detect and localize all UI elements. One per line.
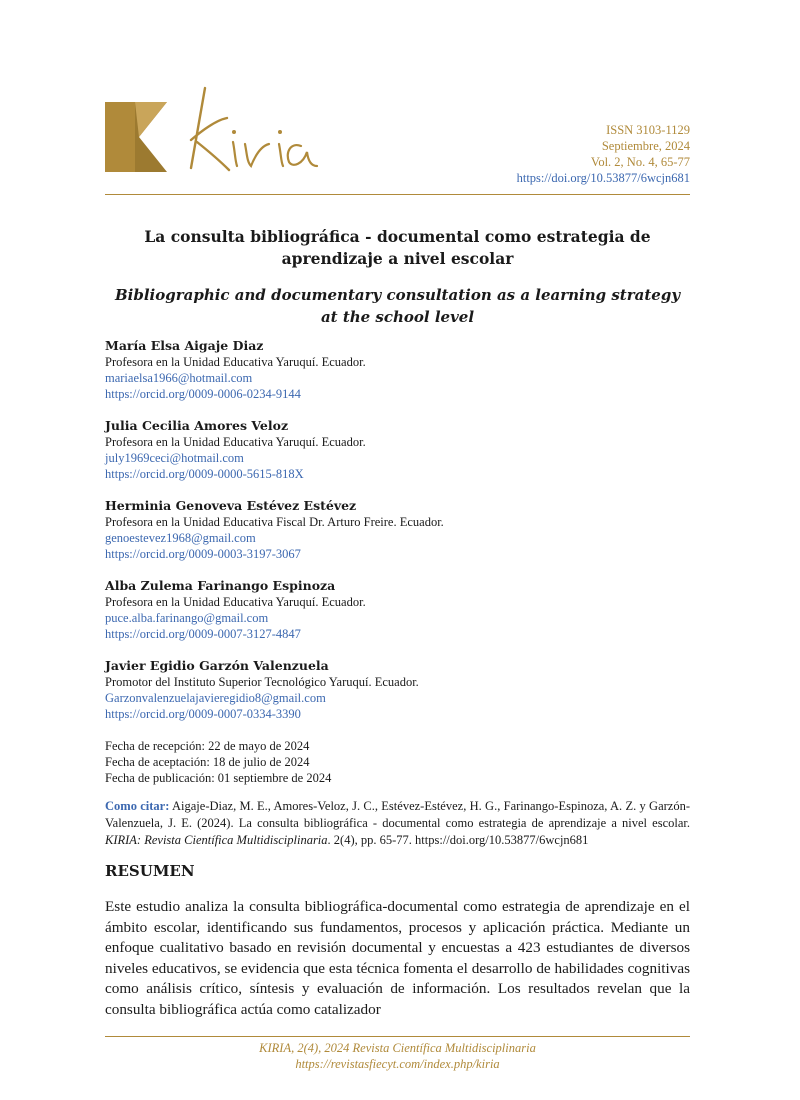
issue-date: Septiembre, 2024: [601, 139, 690, 153]
author-orcid[interactable]: https://orcid.org/0009-0006-0234-9144: [105, 387, 301, 401]
author-list: [105, 338, 690, 738]
author-name: Javier Egidio Garzón Valenzuela: [105, 658, 329, 673]
author-block: [105, 578, 690, 658]
paper-subtitle: Bibliographic and documentary consultation as a learning strategy at the school level: [114, 286, 681, 326]
author-block: [105, 658, 690, 738]
doi-link[interactable]: https://doi.org/10.53877/6wcjn681: [516, 171, 690, 185]
date-received: Fecha de recepción: 22 de mayo de 2024: [105, 739, 310, 753]
footer-divider: [105, 1036, 690, 1037]
author-block: [105, 338, 690, 418]
footer-journal: KIRIA, 2(4), 2024 Revista Científica Multidisciplinaria: [259, 1041, 536, 1055]
author-orcid[interactable]: https://orcid.org/0009-0003-3197-3067: [105, 547, 301, 561]
author-block: [105, 498, 690, 578]
author-affiliation: Profesora en la Unidad Educativa Fiscal Dr. Arturo Freire. Ecuador.: [105, 515, 444, 529]
author-affiliation: Promotor del Instituto Superior Tecnológico Yaruquí. Ecuador.: [105, 675, 419, 689]
author-affiliation: Profesora en la Unidad Educativa Yaruquí. Ecuador.: [105, 435, 366, 449]
resumen-body: Este estudio analiza la consulta bibliográfica-documental como estrategia de aprendizaje en el ámbito escolar, identificando sus fundamentos, procesos y aplicación práctica. Mediante un enfoque cualitativo basado en revisión documental y encuestas a 423 estudiantes de diversos niveles educativos, se evidencia que esta técnica fomenta el desarrollo de habilidades cognitivas como análisis crítico, síntesis y evaluación de información. Los resultados revelan que la consulta bibliográfica actúa como catalizador: [105, 898, 690, 1018]
author-email[interactable]: Garzonvalenzuelajavieregidio8@gmail.com: [105, 691, 326, 705]
paper-title: La consulta bibliográfica - documental como estrategia de aprendizaje a nivel escolar: [144, 227, 651, 268]
journal-meta: [517, 122, 690, 186]
resumen-heading: RESUMEN: [105, 862, 195, 880]
author-name: María Elsa Aigaje Diaz: [105, 338, 264, 353]
author-orcid[interactable]: https://orcid.org/0009-0007-3127-4847: [105, 627, 301, 641]
page-footer: [105, 1040, 690, 1072]
kiria-logo: [105, 80, 365, 195]
header-divider: [105, 194, 690, 195]
page-header: [105, 80, 690, 195]
author-email[interactable]: mariaelsa1966@hotmail.com: [105, 371, 253, 385]
author-affiliation: Profesora en la Unidad Educativa Yaruquí. Ecuador.: [105, 355, 366, 369]
author-block: [105, 418, 690, 498]
footer-url[interactable]: https://revistasfiecyt.com/index.php/kiria: [295, 1057, 500, 1071]
issn: ISSN 3103-1129: [606, 123, 690, 137]
citation-label: Como citar:: [105, 799, 170, 813]
author-name: Alba Zulema Farinango Espinoza: [105, 578, 336, 593]
author-affiliation: Profesora en la Unidad Educativa Yaruquí. Ecuador.: [105, 595, 366, 609]
author-email[interactable]: genoestevez1968@gmail.com: [105, 531, 256, 545]
citation-block: [105, 798, 690, 849]
author-orcid[interactable]: https://orcid.org/0009-0000-5615-818X: [105, 467, 304, 481]
date-accepted: Fecha de aceptación: 18 de julio de 2024: [105, 755, 310, 769]
volume-info: Vol. 2, No. 4, 65-77: [590, 155, 690, 169]
date-published: Fecha de publicación: 01 septiembre de 2024: [105, 771, 332, 785]
author-email[interactable]: puce.alba.farinango@gmail.com: [105, 611, 269, 625]
author-orcid[interactable]: https://orcid.org/0009-0007-0334-3390: [105, 707, 301, 721]
author-name: Julia Cecilia Amores Veloz: [105, 418, 289, 433]
citation-journal: KIRIA: Revista Científica Multidisciplinaria: [105, 833, 328, 847]
publication-dates: [105, 738, 690, 786]
citation-text-end: . 2(4), pp. 65-77. https://doi.org/10.53877/6wcjn681: [327, 833, 589, 847]
author-name: Herminia Genoveva Estévez Estévez: [105, 498, 357, 513]
citation-text: Aigaje-Diaz, M. E., Amores-Veloz, J. C., Estévez-Estévez, H. G., Farinango-Espinoza, A. Z. y Garzón-Valenzuela, J. E. (2024). La consulta bibliográfica - documental como estrategia de aprendizaje a nivel escolar.: [105, 799, 691, 830]
author-email[interactable]: july1969ceci@hotmail.com: [105, 451, 244, 465]
